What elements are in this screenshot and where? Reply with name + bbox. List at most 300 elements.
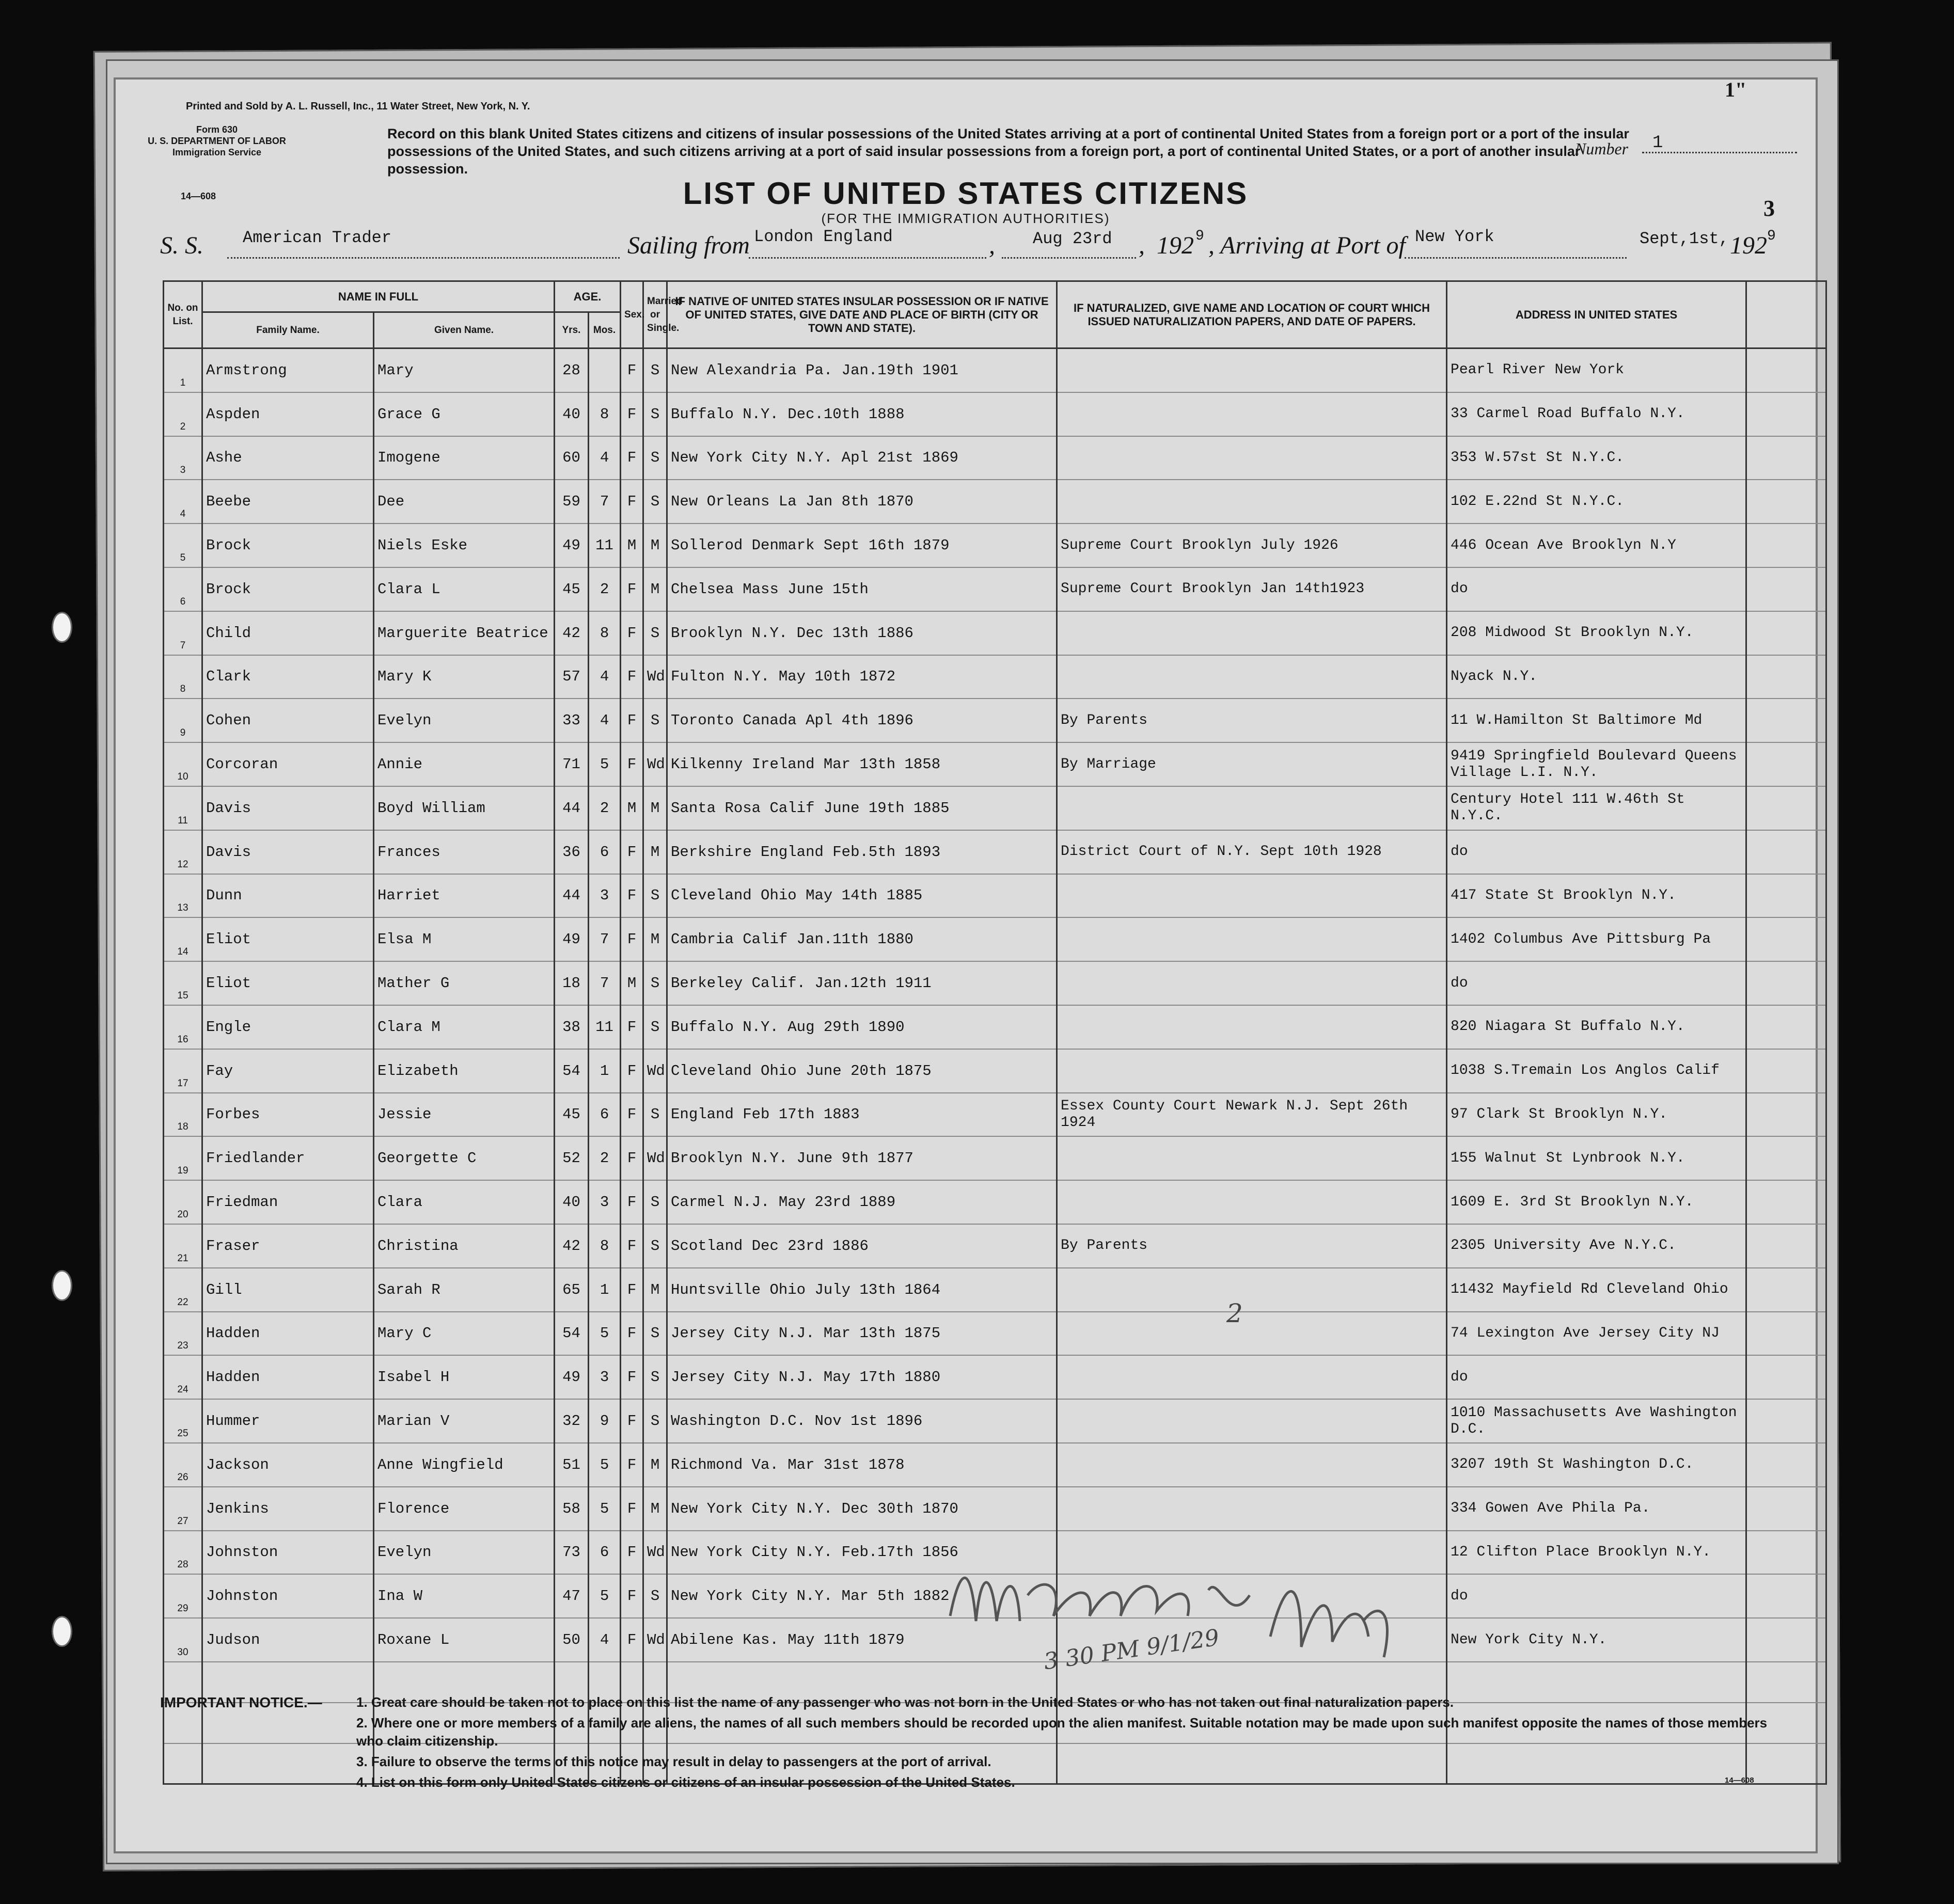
passenger-row — [164, 742, 1826, 786]
page-title: LIST OF UNITED STATES CITIZENS — [683, 176, 1249, 211]
age-years: 71 — [555, 742, 589, 786]
service-name: Immigration Service — [172, 147, 262, 157]
row-number: 8 — [164, 655, 202, 699]
naturalization-court — [1057, 1312, 1447, 1356]
naturalization-court: District Court of N.Y. Sept 10th 1928 — [1057, 830, 1447, 874]
family-name: Johnston — [202, 1574, 374, 1618]
age-years: 73 — [555, 1531, 589, 1575]
sex: F — [621, 1355, 643, 1399]
age-years: 49 — [555, 917, 589, 961]
given-name: Boyd William — [374, 786, 555, 830]
form-number: Form 630 — [196, 124, 238, 135]
row-number: 23 — [164, 1312, 202, 1356]
col-header-naturalization: IF NATURALIZED, GIVE NAME AND LOCATION OF COURT WHICH ISSUED NATURALIZATION PAPERS, AND DATE OF PAPERS. — [1057, 281, 1447, 348]
passenger-row — [164, 1136, 1826, 1180]
age-years: 50 — [555, 1618, 589, 1662]
us-address: 102 E.22nd St N.Y.C. — [1447, 480, 1746, 523]
punch-hole — [52, 1616, 72, 1647]
comma: , — [1139, 232, 1145, 259]
age-years: 40 — [555, 1180, 589, 1224]
col-header-birth: IF NATIVE OF UNITED STATES INSULAR POSSESSION OR IF NATIVE OF UNITED STATES, GIVE DATE AND PLACE OF BIRTH (CITY OR TOWN AND STATE). — [667, 281, 1057, 348]
family-name: Dunn — [202, 874, 374, 918]
col-header-family-name: Family Name. — [202, 312, 374, 348]
marital-status: S — [643, 699, 667, 742]
passenger-row — [164, 1093, 1826, 1137]
voyage-line — [160, 228, 1776, 264]
us-address: Pearl River New York — [1447, 348, 1746, 392]
sex: F — [621, 1049, 643, 1093]
us-address: 1402 Columbus Ave Pittsburg Pa — [1447, 917, 1746, 961]
marital-status: S — [643, 1180, 667, 1224]
row-number: 27 — [164, 1487, 202, 1531]
age-years: 36 — [555, 830, 589, 874]
punch-hole — [52, 612, 72, 643]
notice-item-3: 3. Failure to observe the terms of this notice may result in delay to passengers at the port of arrival. — [356, 1754, 991, 1769]
marital-status: M — [643, 786, 667, 830]
extra-cell — [1746, 1531, 1826, 1575]
sex: F — [621, 1618, 643, 1662]
birth-place-date: England Feb 17th 1883 — [667, 1093, 1057, 1137]
us-address: 208 Midwood St Brooklyn N.Y. — [1447, 611, 1746, 655]
extra-cell — [1746, 1399, 1826, 1443]
birth-place-date: Buffalo N.Y. Aug 29th 1890 — [667, 1005, 1057, 1049]
row-number: 15 — [164, 961, 202, 1005]
age-months: 5 — [589, 1574, 621, 1618]
passenger-row — [164, 1224, 1826, 1268]
us-address: 334 Gowen Ave Phila Pa. — [1447, 1487, 1746, 1531]
age-months: 5 — [589, 1312, 621, 1356]
marital-status: S — [643, 1399, 667, 1443]
age-months: 11 — [589, 523, 621, 567]
footer-form-code: 14—608 — [1725, 1776, 1754, 1785]
col-header-married: Married or Single. — [643, 281, 667, 348]
given-name: Mary — [374, 348, 555, 392]
birth-place-date: New Alexandria Pa. Jan.19th 1901 — [667, 348, 1057, 392]
passenger-row — [164, 830, 1826, 874]
us-address: do — [1447, 830, 1746, 874]
passenger-row — [164, 567, 1826, 611]
family-name: Davis — [202, 830, 374, 874]
sex: F — [621, 917, 643, 961]
col-header-sex: Sex. — [621, 281, 643, 348]
family-name: Child — [202, 611, 374, 655]
extra-cell — [1746, 567, 1826, 611]
list-number-label: Number — [1575, 139, 1629, 158]
age-months — [589, 348, 621, 392]
age-months: 4 — [589, 436, 621, 480]
manifest-page — [114, 77, 1818, 1853]
sex: F — [621, 1487, 643, 1531]
sex: F — [621, 1574, 643, 1618]
age-years: 40 — [555, 392, 589, 436]
punch-hole — [52, 1270, 72, 1301]
birth-place-date: New York City N.Y. Feb.17th 1856 — [667, 1531, 1057, 1575]
us-address: do — [1447, 961, 1746, 1005]
row-number: 28 — [164, 1531, 202, 1575]
col-header-no: No. on List. — [164, 281, 202, 348]
naturalization-court — [1057, 874, 1447, 918]
passenger-row — [164, 480, 1826, 523]
family-name: Beebe — [202, 480, 374, 523]
marital-status: Wd — [643, 655, 667, 699]
age-years: 18 — [555, 961, 589, 1005]
marital-status: S — [643, 480, 667, 523]
birth-place-date: Scotland Dec 23rd 1886 — [667, 1224, 1057, 1268]
age-months: 7 — [589, 917, 621, 961]
col-header-yrs: Yrs. — [555, 312, 589, 348]
passenger-row — [164, 655, 1826, 699]
birth-place-date: New Orleans La Jan 8th 1870 — [667, 480, 1057, 523]
us-address: 3207 19th St Washington D.C. — [1447, 1443, 1746, 1487]
age-years: 28 — [555, 348, 589, 392]
row-number: 24 — [164, 1355, 202, 1399]
row-number: 1 — [164, 348, 202, 392]
us-address: do — [1447, 1574, 1746, 1618]
birth-place-date: Cleveland Ohio June 20th 1875 — [667, 1049, 1057, 1093]
age-years: 60 — [555, 436, 589, 480]
marital-status: M — [643, 917, 667, 961]
us-address: 1609 E. 3rd St Brooklyn N.Y. — [1447, 1180, 1746, 1224]
arrival-port: New York — [1415, 227, 1494, 246]
given-name: Mather G — [374, 961, 555, 1005]
marital-status: M — [643, 523, 667, 567]
given-name: Harriet — [374, 874, 555, 918]
arriving-label: , Arriving at Port of — [1208, 232, 1406, 259]
passenger-row — [164, 348, 1826, 392]
row-number: 3 — [164, 436, 202, 480]
ss-label: S. S. — [160, 232, 203, 259]
sex: F — [621, 1531, 643, 1575]
birth-place-date: Chelsea Mass June 15th — [667, 567, 1057, 611]
age-years: 45 — [555, 1093, 589, 1137]
col-header-age: AGE. — [555, 281, 621, 312]
naturalization-court: Essex County Court Newark N.J. Sept 26th 1924 — [1057, 1093, 1447, 1137]
row-number: 2 — [164, 392, 202, 436]
given-name: Roxane L — [374, 1618, 555, 1662]
sex: F — [621, 480, 643, 523]
family-name: Fraser — [202, 1224, 374, 1268]
sail-date-underline — [1002, 257, 1136, 259]
marital-status: S — [643, 1312, 667, 1356]
ship-name: American Trader — [243, 228, 392, 247]
printer-imprint: Printed and Sold by A. L. Russell, Inc., 11 Water Street, New York, N. Y. — [186, 101, 530, 112]
sheet-number: 3 — [1763, 196, 1775, 221]
page-mark: 1" — [1725, 78, 1747, 101]
passenger-row — [164, 1268, 1826, 1312]
passenger-row — [164, 961, 1826, 1005]
marital-status: S — [643, 961, 667, 1005]
given-name: Florence — [374, 1487, 555, 1531]
extra-cell — [1746, 1005, 1826, 1049]
family-name: Davis — [202, 786, 374, 830]
passenger-row — [164, 392, 1826, 436]
passenger-row — [164, 1487, 1826, 1531]
list-number-value: 1 — [1642, 133, 1797, 153]
sex: F — [621, 655, 643, 699]
given-name: Ina W — [374, 1574, 555, 1618]
sex: F — [621, 611, 643, 655]
marital-status: M — [643, 830, 667, 874]
age-months: 2 — [589, 786, 621, 830]
naturalization-court — [1057, 786, 1447, 830]
origin-underline — [749, 257, 986, 259]
naturalization-court — [1057, 1180, 1447, 1224]
given-name: Marian V — [374, 1399, 555, 1443]
sex: F — [621, 1399, 643, 1443]
us-address: 353 W.57st St N.Y.C. — [1447, 436, 1746, 480]
passenger-row — [164, 1312, 1826, 1356]
given-name: Niels Eske — [374, 523, 555, 567]
row-number: 13 — [164, 874, 202, 918]
extra-cell — [1746, 874, 1826, 918]
passenger-row — [164, 523, 1826, 567]
arrival-date: Sept,1st, — [1640, 229, 1729, 248]
age-years: 47 — [555, 1574, 589, 1618]
marital-status: Wd — [643, 1531, 667, 1575]
naturalization-court: By Parents — [1057, 699, 1447, 742]
age-years: 59 — [555, 480, 589, 523]
family-name: Corcoran — [202, 742, 374, 786]
age-years: 42 — [555, 611, 589, 655]
marital-status: S — [643, 1574, 667, 1618]
given-name: Evelyn — [374, 699, 555, 742]
family-name: Armstrong — [202, 348, 374, 392]
age-months: 8 — [589, 392, 621, 436]
naturalization-court — [1057, 655, 1447, 699]
birth-place-date: Washington D.C. Nov 1st 1896 — [667, 1399, 1057, 1443]
notice-item-2: 2. Where one or more members of a family are aliens, the names of all such members should be recorded upon the alien manifest. Suitable notation may be made upon such manifest opposite the names of those members who claim citizenship. — [356, 1715, 1768, 1749]
us-address: 1010 Massachusetts Ave Washington D.C. — [1447, 1399, 1746, 1443]
given-name: Evelyn — [374, 1531, 555, 1575]
extra-cell — [1746, 1487, 1826, 1531]
given-name: Dee — [374, 480, 555, 523]
marital-status: S — [643, 392, 667, 436]
passenger-row — [164, 1180, 1826, 1224]
row-number: 12 — [164, 830, 202, 874]
extra-cell — [1746, 699, 1826, 742]
sailing-label: Sailing from — [627, 232, 750, 259]
given-name: Clara — [374, 1180, 555, 1224]
us-address: 1038 S.Tremain Los Anglos Calif — [1447, 1049, 1746, 1093]
sex: M — [621, 961, 643, 1005]
given-name: Imogene — [374, 436, 555, 480]
naturalization-court — [1057, 1268, 1447, 1312]
naturalization-court: Supreme Court Brooklyn Jan 14th1923 — [1057, 567, 1447, 611]
sex: F — [621, 1312, 643, 1356]
given-name: Elsa M — [374, 917, 555, 961]
row-number: 26 — [164, 1443, 202, 1487]
row-number: 18 — [164, 1093, 202, 1137]
passenger-row — [164, 1355, 1826, 1399]
row-number: 7 — [164, 611, 202, 655]
age-months: 6 — [589, 1531, 621, 1575]
birth-place-date: Cambria Calif Jan.11th 1880 — [667, 917, 1057, 961]
naturalization-court: By Marriage — [1057, 742, 1447, 786]
naturalization-court — [1057, 480, 1447, 523]
department-name: U. S. DEPARTMENT OF LABOR — [148, 136, 286, 146]
marital-status: S — [643, 1224, 667, 1268]
row-number: 11 — [164, 786, 202, 830]
age-months: 3 — [589, 874, 621, 918]
given-name: Mary C — [374, 1312, 555, 1356]
naturalization-court — [1057, 961, 1447, 1005]
row-number: 4 — [164, 480, 202, 523]
row-number: 22 — [164, 1268, 202, 1312]
naturalization-court — [1057, 1005, 1447, 1049]
birth-place-date: Carmel N.J. May 23rd 1889 — [667, 1180, 1057, 1224]
naturalization-court — [1057, 1355, 1447, 1399]
family-name: Cohen — [202, 699, 374, 742]
row-number: 14 — [164, 917, 202, 961]
extra-cell — [1746, 961, 1826, 1005]
sex: F — [621, 348, 643, 392]
extra-cell — [1746, 1443, 1826, 1487]
row-number: 25 — [164, 1399, 202, 1443]
extra-cell — [1746, 1312, 1826, 1356]
age-years: 32 — [555, 1399, 589, 1443]
extra-cell — [1746, 611, 1826, 655]
naturalization-court — [1057, 1399, 1447, 1443]
department-block — [139, 124, 294, 158]
extra-cell — [1746, 392, 1826, 436]
family-name: Hummer — [202, 1399, 374, 1443]
sex: F — [621, 1093, 643, 1137]
extra-cell — [1746, 742, 1826, 786]
age-years: 65 — [555, 1268, 589, 1312]
us-address: do — [1447, 567, 1746, 611]
age-years: 54 — [555, 1049, 589, 1093]
us-address: 97 Clark St Brooklyn N.Y. — [1447, 1093, 1746, 1137]
passenger-row — [164, 1399, 1826, 1443]
marital-status: M — [643, 1443, 667, 1487]
age-months: 5 — [589, 1443, 621, 1487]
extra-cell — [1746, 348, 1826, 392]
birth-place-date: Jersey City N.J. May 17th 1880 — [667, 1355, 1057, 1399]
marital-status: Wd — [643, 1136, 667, 1180]
marital-status: S — [643, 1005, 667, 1049]
birth-place-date: Jersey City N.J. Mar 13th 1875 — [667, 1312, 1057, 1356]
row-number: 21 — [164, 1224, 202, 1268]
us-address: 9419 Springfield Boulevard Queens Village L.I. N.Y. — [1447, 742, 1746, 786]
marital-status: Wd — [643, 742, 667, 786]
age-years: 45 — [555, 567, 589, 611]
extra-cell — [1746, 480, 1826, 523]
us-address: 11 W.Hamilton St Baltimore Md — [1447, 699, 1746, 742]
family-name: Clark — [202, 655, 374, 699]
sex: M — [621, 523, 643, 567]
birth-place-date: Huntsville Ohio July 13th 1864 — [667, 1268, 1057, 1312]
birth-place-date: Fulton N.Y. May 10th 1872 — [667, 655, 1057, 699]
age-months: 8 — [589, 1224, 621, 1268]
form-code: 14—608 — [181, 191, 216, 201]
age-months: 2 — [589, 567, 621, 611]
age-months: 11 — [589, 1005, 621, 1049]
us-address: Nyack N.Y. — [1447, 655, 1746, 699]
age-months: 5 — [589, 742, 621, 786]
age-years: 49 — [555, 523, 589, 567]
given-name: Marguerite Beatrice — [374, 611, 555, 655]
sex: F — [621, 1268, 643, 1312]
marital-status: S — [643, 436, 667, 480]
given-name: Mary K — [374, 655, 555, 699]
family-name: Forbes — [202, 1093, 374, 1137]
age-years: 58 — [555, 1487, 589, 1531]
sail-date: Aug 23rd — [1033, 229, 1112, 248]
port-underline — [1405, 257, 1627, 259]
age-years: 44 — [555, 786, 589, 830]
us-address: 11432 Mayfield Rd Cleveland Ohio — [1447, 1268, 1746, 1312]
family-name: Brock — [202, 523, 374, 567]
age-months: 3 — [589, 1180, 621, 1224]
us-address: 155 Walnut St Lynbrook N.Y. — [1447, 1136, 1746, 1180]
naturalization-court — [1057, 917, 1447, 961]
family-name: Jackson — [202, 1443, 374, 1487]
marital-status: M — [643, 1268, 667, 1312]
col-header-name: NAME IN FULL — [202, 281, 555, 312]
given-name: Christina — [374, 1224, 555, 1268]
naturalization-court — [1057, 348, 1447, 392]
given-name: Annie — [374, 742, 555, 786]
passenger-row — [164, 1443, 1826, 1487]
us-address: 446 Ocean Ave Brooklyn N.Y — [1447, 523, 1746, 567]
birth-place-date: New York City N.Y. Dec 30th 1870 — [667, 1487, 1057, 1531]
family-name: Engle — [202, 1005, 374, 1049]
naturalization-court — [1057, 1049, 1447, 1093]
sex: F — [621, 1136, 643, 1180]
us-address: do — [1447, 1355, 1746, 1399]
extra-cell — [1746, 786, 1826, 830]
given-name: Sarah R — [374, 1268, 555, 1312]
row-number: 29 — [164, 1574, 202, 1618]
extra-cell — [1746, 1093, 1826, 1137]
passenger-row — [164, 611, 1826, 655]
age-months: 6 — [589, 830, 621, 874]
birth-place-date: Brooklyn N.Y. June 9th 1877 — [667, 1136, 1057, 1180]
extra-cell — [1746, 1136, 1826, 1180]
empty-cell — [164, 1743, 202, 1784]
notice-label: IMPORTANT NOTICE.— — [160, 1694, 322, 1710]
us-address: 74 Lexington Ave Jersey City NJ — [1447, 1312, 1746, 1356]
age-months: 6 — [589, 1093, 621, 1137]
age-months: 7 — [589, 480, 621, 523]
birth-place-date: Toronto Canada Apl 4th 1896 — [667, 699, 1057, 742]
naturalization-court: Supreme Court Brooklyn July 1926 — [1057, 523, 1447, 567]
col-header-given-name: Given Name. — [374, 312, 555, 348]
passenger-row — [164, 917, 1826, 961]
page-subtitle: (FOR THE IMMIGRATION AUTHORITIES) — [821, 211, 1110, 226]
extra-cell — [1746, 436, 1826, 480]
naturalization-court — [1057, 436, 1447, 480]
row-number: 9 — [164, 699, 202, 742]
us-address: 33 Carmel Road Buffalo N.Y. — [1447, 392, 1746, 436]
age-months: 4 — [589, 655, 621, 699]
col-header-address: ADDRESS IN UNITED STATES — [1447, 281, 1746, 348]
passenger-row — [164, 1049, 1826, 1093]
naturalization-court — [1057, 392, 1447, 436]
extra-cell — [1746, 1180, 1826, 1224]
family-name: Ashe — [202, 436, 374, 480]
naturalization-court — [1057, 1136, 1447, 1180]
notice-item-4: 4. List on this form only United States citizens or citizens of an insular possession of the United States. — [356, 1774, 1015, 1790]
notice-item-1: 1. Great care should be taken not to place on this list the name of any passenger who was not born in the United States or who has not taken out final naturalization papers. — [356, 1694, 1454, 1710]
us-address: 417 State St Brooklyn N.Y. — [1447, 874, 1746, 918]
given-name: Anne Wingfield — [374, 1443, 555, 1487]
given-name: Grace G — [374, 392, 555, 436]
family-name: Eliot — [202, 917, 374, 961]
birth-place-date: New York City N.Y. Mar 5th 1882 — [667, 1574, 1057, 1618]
us-address: New York City N.Y. — [1447, 1618, 1746, 1662]
origin-port: London England — [754, 227, 893, 246]
